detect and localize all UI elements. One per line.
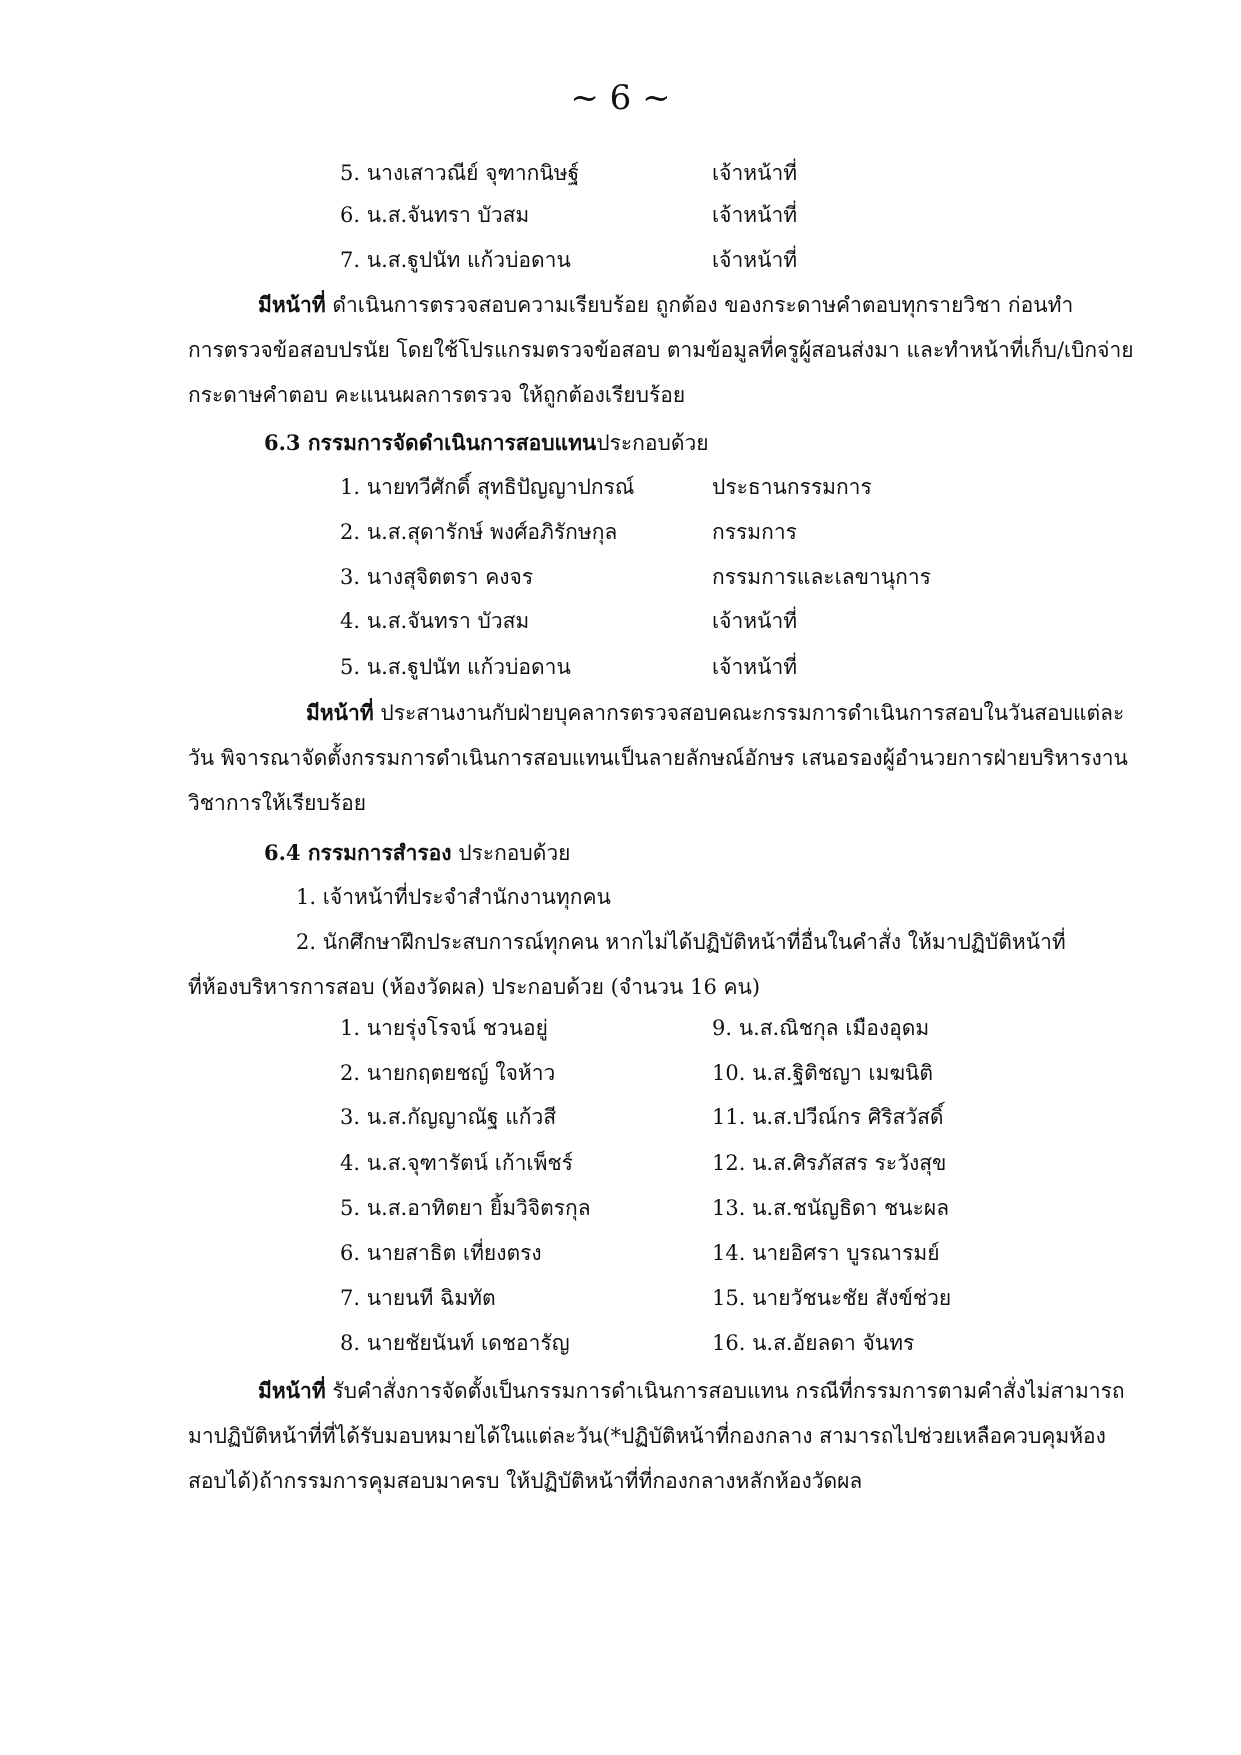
member-name: 12. น.ส.ศิรภัสสร ระวังสุข	[712, 1151, 947, 1175]
member-name: 1. นายทวีศักดิ์ สุทธิปัญญาปกรณ์	[340, 475, 635, 499]
list-item: ที่ห้องบริหารการสอบ (ห้องวัดผล) ประกอบด้วย (จำนวน 16 คน)	[188, 975, 761, 999]
duty-label: มีหน้าที่	[258, 1378, 326, 1403]
member-name: 9. น.ส.ณิชกุล เมืองอุดม	[712, 1016, 930, 1040]
member-name: 6. นายสาธิต เที่ยงตรง	[340, 1241, 542, 1265]
list-item-paragraph	[188, 920, 1148, 1010]
member-role: เจ้าหน้าที่	[712, 203, 798, 227]
member-role: กรรมการและเลขานุการ	[712, 565, 931, 589]
duty-paragraph	[188, 690, 1148, 826]
member-name: 16. น.ส.อัยลดา จันทร	[712, 1331, 915, 1355]
duty-label: มีหน้าที่	[306, 700, 374, 725]
member-name: 3. น.ส.กัญญาณัฐ แก้วสี	[340, 1105, 557, 1129]
duty-text: กระดาษคำตอบ คะแนนผลการตรวจ ให้ถูกต้องเรียบร้อย	[188, 383, 686, 407]
duty-text: ดำเนินการตรวจสอบความเรียบร้อย ถูกต้อง ของกระดาษคำตอบทุกรายวิชา ก่อนทำ	[325, 293, 1074, 317]
duty-text: การตรวจข้อสอบปรนัย โดยใช้โปรแกรมตรวจข้อสอบ ตามข้อมูลที่ครูผู้สอนส่งมา และทำหน้าที่เก็บ/เบิกจ่าย	[188, 338, 1134, 362]
member-name: 7. น.ส.ฐูปนัท แก้วบ่อดาน	[340, 248, 571, 272]
page-number: ~ 6 ~	[570, 78, 671, 118]
duty-text: วิชาการให้เรียบร้อย	[188, 791, 367, 815]
member-name: 4. น.ส.จันทรา บัวสม	[340, 609, 530, 633]
duty-paragraph	[188, 282, 1148, 418]
member-role: เจ้าหน้าที่	[712, 248, 798, 272]
member-name: 14. นายอิศรา บูรณารมย์	[712, 1241, 940, 1265]
section-heading-6-3: 6.3 กรรมการจัดดำเนินการสอบแทนประกอบด้วย	[264, 430, 709, 455]
duty-text: รับคำสั่งการจัดตั้งเป็นกรรมการดำเนินการสอบแทน กรณีที่กรรมการตามคำสั่งไม่สามารถ	[325, 1379, 1125, 1403]
member-role: ประธานกรรมการ	[712, 475, 872, 499]
member-name: 7. นายนที ฉิมทัต	[340, 1286, 496, 1310]
duty-paragraph	[188, 1368, 1148, 1504]
member-name: 11. น.ส.ปวีณ์กร ศิริสวัสดิ์	[712, 1105, 944, 1129]
list-item: 2. นักศึกษาฝึกประสบการณ์ทุกคน หากไม่ได้ปฏิบัติหน้าที่อื่นในคำสั่ง ให้มาปฏิบัติหน้าที่	[296, 930, 1066, 954]
member-name: 8. นายชัยนันท์ เดชอารัญ	[340, 1331, 570, 1355]
member-name: 5. น.ส.ฐูปนัท แก้วบ่อดาน	[340, 655, 571, 679]
member-name: 15. นายวัชนะชัย สังข์ช่วย	[712, 1286, 952, 1310]
member-name: 10. น.ส.ฐิติชญา เมฆนิติ	[712, 1061, 934, 1085]
member-role: กรรมการ	[712, 520, 797, 544]
section-heading-6-4: 6.4 กรรมการสำรอง ประกอบด้วย	[264, 840, 571, 865]
duty-text: ประสานงานกับฝ่ายบุคลากรตรวจสอบคณะกรรมการดำเนินการสอบในวันสอบแต่ละ	[373, 701, 1125, 725]
member-name: 2. นายกฤตยชญ์ ใจห้าว	[340, 1061, 556, 1085]
member-name: 1. นายรุ่งโรจน์ ชวนอยู่	[340, 1016, 548, 1040]
member-role: เจ้าหน้าที่	[712, 655, 798, 679]
duty-text: วัน พิจารณาจัดตั้งกรรมการดำเนินการสอบแทนเป็นลายลักษณ์อักษร เสนอรองผู้อำนวยการฝ่ายบริหารงาน	[188, 746, 1128, 770]
member-name: 6. น.ส.จันทรา บัวสม	[340, 203, 530, 227]
member-role: เจ้าหน้าที่	[712, 609, 798, 633]
list-item: 1. เจ้าหน้าที่ประจำสำนักงานทุกคน	[296, 885, 611, 909]
member-name: 5. นางเสาวณีย์ จุฑากนิษฐ์	[340, 161, 580, 185]
duty-text: สอบได้)ถ้ากรรมการคุมสอบมาครบ ให้ปฏิบัติหน้าที่ที่กองกลางหลักห้องวัดผล	[188, 1469, 863, 1493]
member-name: 4. น.ส.จุฑารัตน์ เก้าเพ็ชร์	[340, 1151, 573, 1175]
duty-label: มีหน้าที่	[258, 292, 326, 317]
member-role: เจ้าหน้าที่	[712, 161, 798, 185]
member-name: 2. น.ส.สุดารักษ์ พงศ์อภิรักษกุล	[340, 520, 618, 544]
duty-text: มาปฏิบัติหน้าที่ที่ได้รับมอบหมายได้ในแต่ละวัน(*ปฏิบัติหน้าที่กองกลาง สามารถไปช่วยเหลือควบคุมห้อง	[188, 1424, 1106, 1448]
member-name: 5. น.ส.อาทิตยา ยิ้มวิจิตรกุล	[340, 1196, 591, 1220]
member-name: 13. น.ส.ชนัญธิดา ชนะผล	[712, 1196, 950, 1220]
member-name: 3. นางสุจิตตรา คงจร	[340, 565, 534, 589]
